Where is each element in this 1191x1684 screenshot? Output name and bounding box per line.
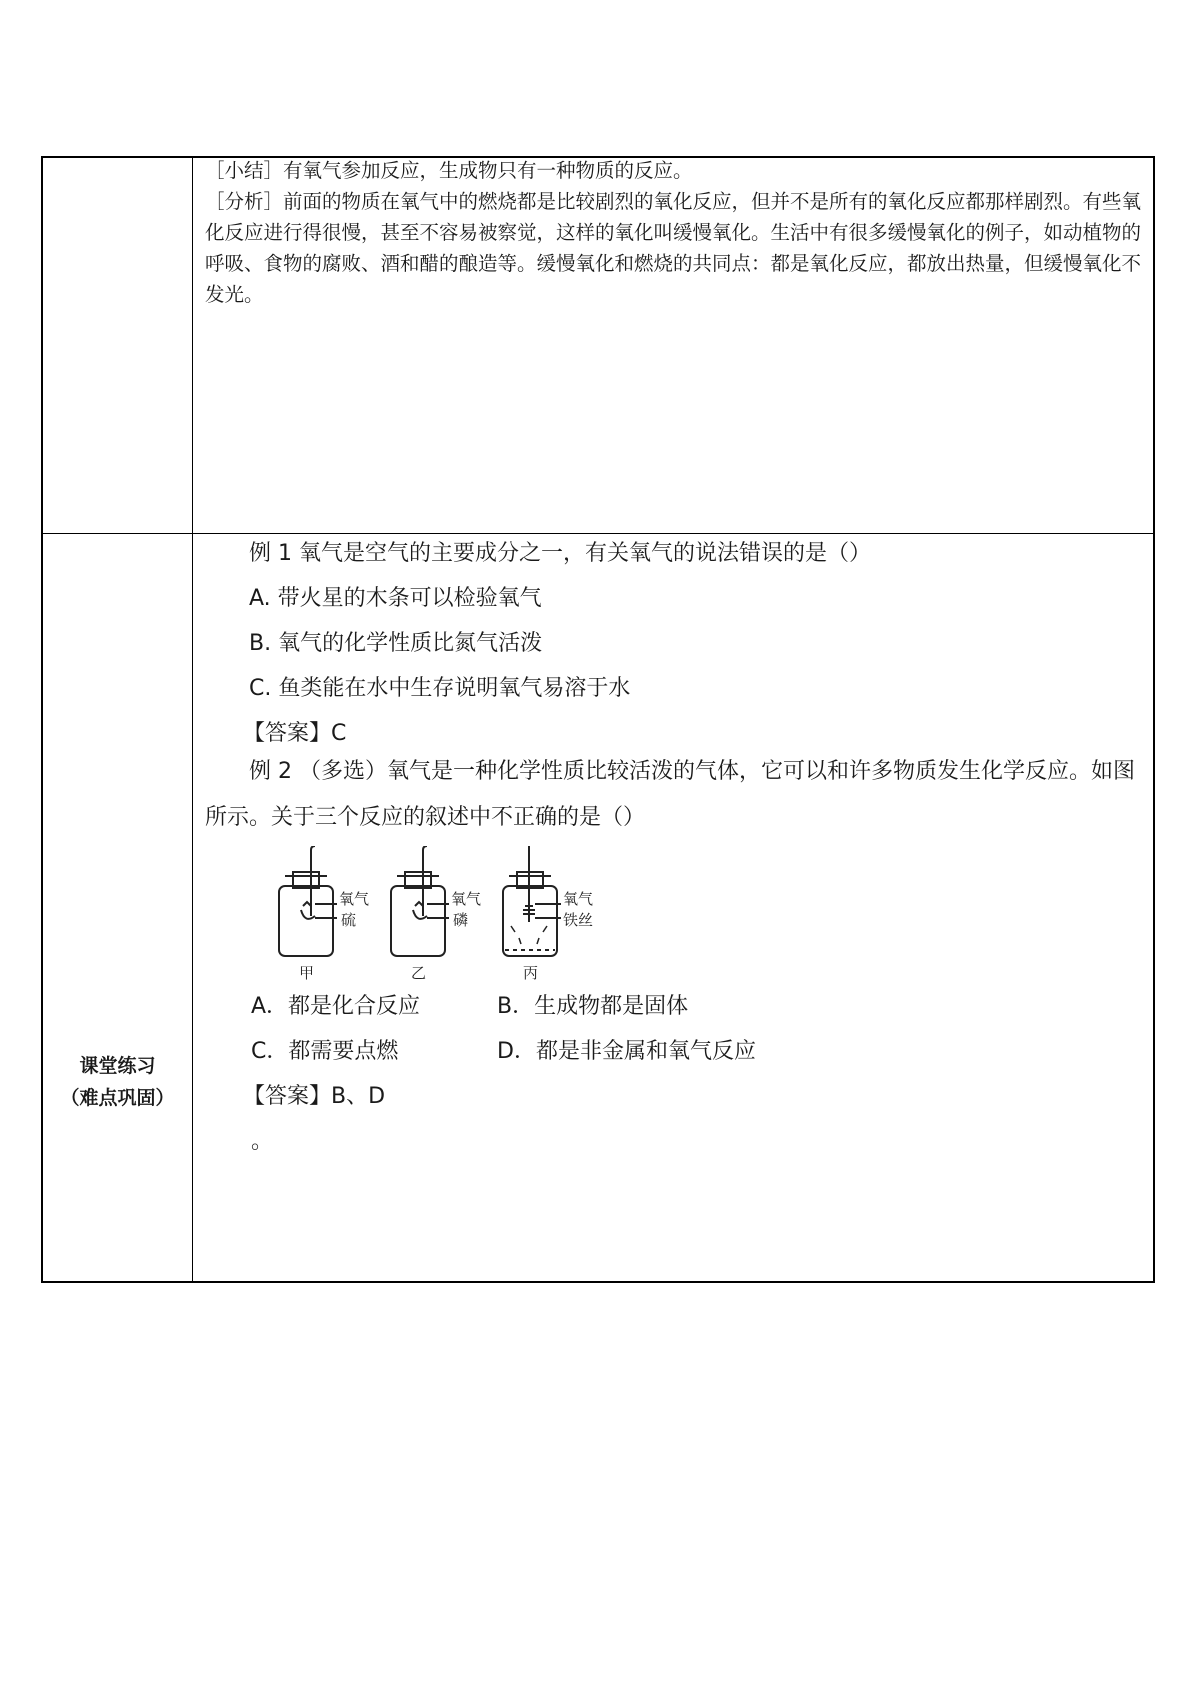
- analysis-text: ［分析］前面的物质在氧气中的燃烧都是比较剧烈的氧化反应，但并不是所有的氧化反应都那样剧烈。有些氧化反应进行得很慢，甚至不容易被察觉，这样的氧化叫缓慢氧化。生活中有很多缓慢氧化的例子，如动植物的呼吸、食物的腐败、酒和醋的酿造等。缓慢氧化和燃烧的共同点：都是氧化反应，都放出热量，但缓慢氧化不发光。: [205, 190, 1142, 306]
- lesson-table: [41, 156, 1155, 1283]
- example1-option-c: C. 鱼类能在水中生存说明氧气易溶于水: [249, 676, 631, 701]
- jar-iron-wire-icon: [503, 846, 561, 956]
- jar1-caption: 甲: [299, 964, 315, 982]
- jar2-caption: 乙: [411, 964, 427, 982]
- example2-option-a: A．都是化合反应: [251, 994, 421, 1019]
- row-label-cell-empty: [43, 158, 193, 533]
- jar3-substance-label: 铁丝: [563, 911, 594, 929]
- reaction-figure: [271, 846, 601, 986]
- jar3-gas-label: 氧气: [563, 890, 594, 908]
- table-row-practice: [43, 534, 1153, 1281]
- table-row-summary: [43, 158, 1153, 534]
- jar2-substance-label: 磷: [453, 911, 469, 929]
- example2-option-c: C．都需要点燃: [251, 1039, 399, 1064]
- example2-answer: 【答案】B、D: [243, 1084, 386, 1109]
- jar-sulfur-icon: [279, 846, 337, 956]
- practice-content-cell: [193, 534, 1153, 1281]
- example1-question: 例 1 氧气是空气的主要成分之一，有关氧气的说法错误的是（）: [249, 541, 871, 566]
- jar-phosphorus-icon: [391, 846, 449, 956]
- section-label: [43, 1050, 192, 1114]
- row-label-cell: [43, 534, 193, 1281]
- jar3-caption: 丙: [523, 964, 539, 982]
- example2-option-d: D．都是非金属和氧气反应: [497, 1039, 756, 1064]
- example1-option-a: A. 带火星的木条可以检验氧气: [249, 586, 542, 611]
- section-label-line2: （难点巩固）: [60, 1087, 175, 1109]
- example1-option-b: B. 氧气的化学性质比氮气活泼: [249, 631, 543, 656]
- section-label-line1: 课堂练习: [79, 1055, 156, 1077]
- trailing-period: 。: [251, 1129, 274, 1154]
- jar1-substance-label: 硫: [341, 911, 357, 929]
- example2-option-b: B．生成物都是固体: [497, 994, 689, 1019]
- example2-question: 例 2 （多选）氧气是一种化学性质比较活泼的气体，它可以和许多物质发生化学反应。如图所示。关于三个反应的叙述中不正确的是（）: [205, 759, 1135, 830]
- example1-answer: 【答案】C: [243, 721, 347, 746]
- jar2-gas-label: 氧气: [451, 890, 482, 908]
- row-content-cell: [193, 158, 1153, 533]
- summary-text: ［小结］有氧气参加反应，生成物只有一种物质的反应。: [205, 159, 693, 182]
- jar1-gas-label: 氧气: [339, 890, 370, 908]
